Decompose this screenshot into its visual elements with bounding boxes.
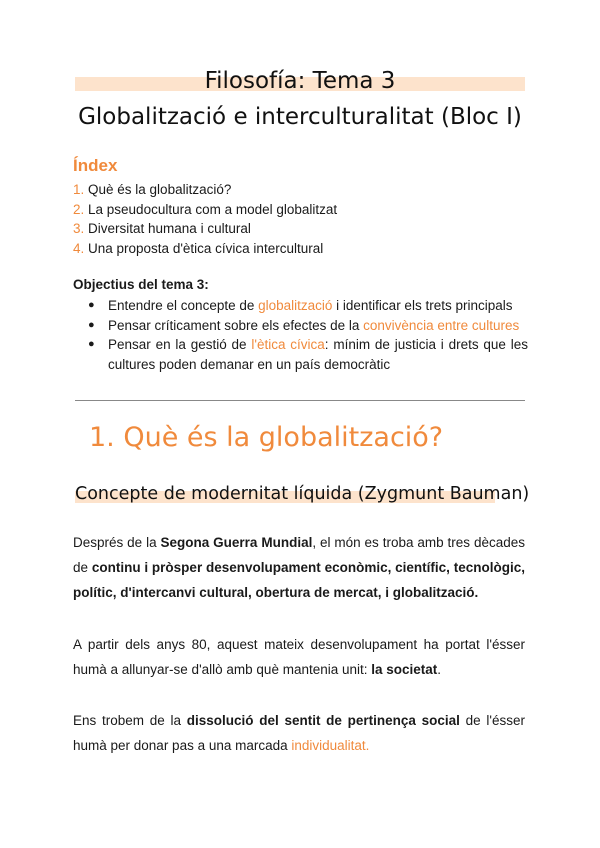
list-item: ● Pensar críticament sobre els efectes de la convivència entre cultures: [88, 316, 528, 336]
list-item: ● Entendre el concepte de globalització i identificar els trets principals: [88, 296, 528, 316]
list-item: 2. La pseudocultura com a model globalitzat: [73, 201, 338, 217]
objectives-list: [88, 296, 528, 374]
section-subtitle: Concepte de modernitat líquida (Zygmunt Bauman): [75, 484, 530, 504]
divider: [75, 400, 525, 401]
objectives-heading: Objectius del tema 3:: [73, 277, 209, 292]
index-heading: Índex: [73, 156, 118, 175]
paragraph: Després de la Segona Guerra Mundial, el món es troba amb tres dècades de continu i pròsper desenvolupament econòmic, científic, tecnològic, polític, d'intercanvi cultural, obertura de mercat, i globalització.: [73, 535, 525, 600]
bullet-icon: ●: [88, 318, 95, 331]
bullet-icon: ●: [88, 338, 95, 350]
page-title: Filosofía: Tema 3: [204, 68, 396, 94]
index-list: [73, 180, 337, 258]
list-item: 4. Una proposta d'ètica cívica intercultural: [73, 240, 324, 256]
paragraph: Ens trobem de la dissolució del sentit de pertinença social de l'ésser humà per donar pas a una marcada individualitat.: [73, 713, 525, 753]
section-title: 1. Què és la globalització?: [89, 422, 444, 453]
page-subtitle: Globalització e interculturalitat (Bloc I): [78, 104, 522, 130]
bullet-icon: ●: [88, 299, 95, 311]
list-item: 3. Diversitat humana i cultural: [73, 221, 251, 236]
paragraph: A partir dels anys 80, aquest mateix desenvolupament ha portat l'ésser humà a allunyar-se d'allò amb què mantenia unit: la societat.: [73, 637, 525, 677]
list-item: 1. Què és la globalització?: [73, 182, 232, 197]
list-item: ● Pensar en la gestió de l'ètica cívica: mínim de justicia i drets que les cultures poden demanar en un país democràtic: [88, 337, 528, 372]
